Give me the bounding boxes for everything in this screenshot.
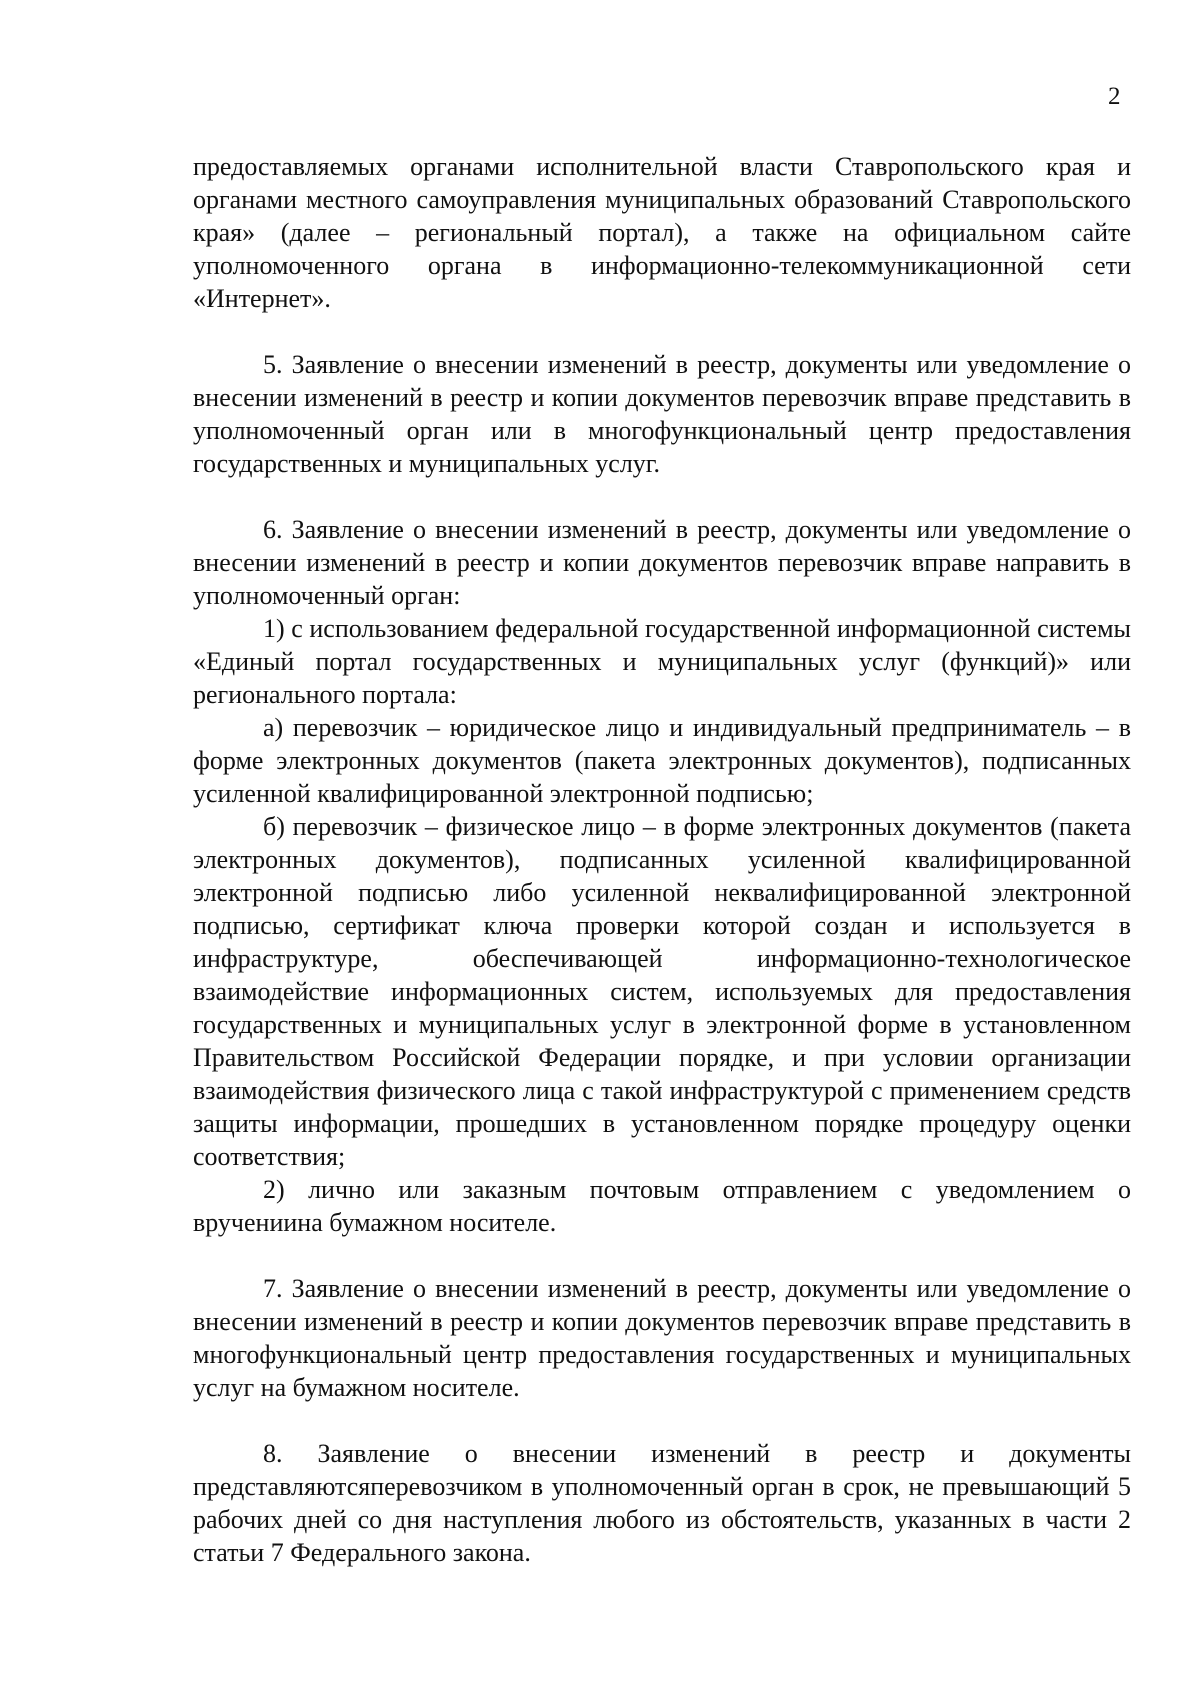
document-body xyxy=(193,150,1131,1569)
paragraph-6-item-1a: а) перевозчик – юридическое лицо и индивидуальный предприниматель – в форме электронных документов (пакета электронных документов), подписанных усиленной квалифицированной электронной подписью; xyxy=(193,713,1131,808)
paragraph-7: 7. Заявление о внесении изменений в реестр, документы или уведомление о внесении изменений в реестр и копии документов перевозчик вправе представить в многофункциональный центр предоставления государственных и муниципальных услуг на бумажном носителе. xyxy=(193,1274,1131,1402)
paragraph-6: 6. Заявление о внесении изменений в реестр, документы или уведомление о внесении изменений в реестр и копии документов перевозчик вправе направить в уполномоченный орган: xyxy=(193,515,1131,610)
paragraph-5: 5. Заявление о внесении изменений в реестр, документы или уведомление о внесении изменений в реестр и копии документов перевозчик вправе представить в уполномоченный орган или в многофункциональный центр предоставления государственных и муниципальных услуг. xyxy=(193,350,1131,478)
paragraph-6-item-1b: б) перевозчик – физическое лицо – в форме электронных документов (пакета электронных документов), подписанных усиленной квалифицированной электронной подписью либо усиленной неквалифицированной электронной подписью, сертификат ключа проверки которой создан и используется в инфраструктуре, обеспечивающей информационно-технологическое взаимодействие информационных систем, используемых для предоставления государственных и муниципальных услуг в электронной форме в установленном Правительством Российской Федерации порядке, и при условии организации взаимодействия физического лица с такой инфраструктурой с применением средств защиты информации, прошедших в установленном порядке процедуру оценки соответствия; xyxy=(193,812,1131,1171)
paragraph-8: 8. Заявление о внесении изменений в реестр и документы представляютсяперевозчиком в уполномоченный орган в срок, не превышающий 5 рабочих дней со дня наступления любого из обстоятельств, указанных в части 2 статьи 7 Федерального закона. xyxy=(193,1439,1131,1567)
page-number: 2 xyxy=(1108,83,1121,110)
paragraph-intro: предоставляемых органами исполнительной власти Ставропольского края и органами местного самоуправления муниципальных образований Ставропольского края» (далее – региональный портал), а также на официальном сайте уполномоченного органа в информационно-телекоммуникационной сети «Интернет». xyxy=(193,152,1131,313)
paragraph-6-item-2: 2) лично или заказным почтовым отправлением с уведомлением о вручениина бумажном носителе. xyxy=(193,1175,1131,1237)
paragraph-6-item-1: 1) с использованием федеральной государственной информационной системы «Единый портал государственных и муниципальных услуг (функций)» или регионального портала: xyxy=(193,614,1131,709)
